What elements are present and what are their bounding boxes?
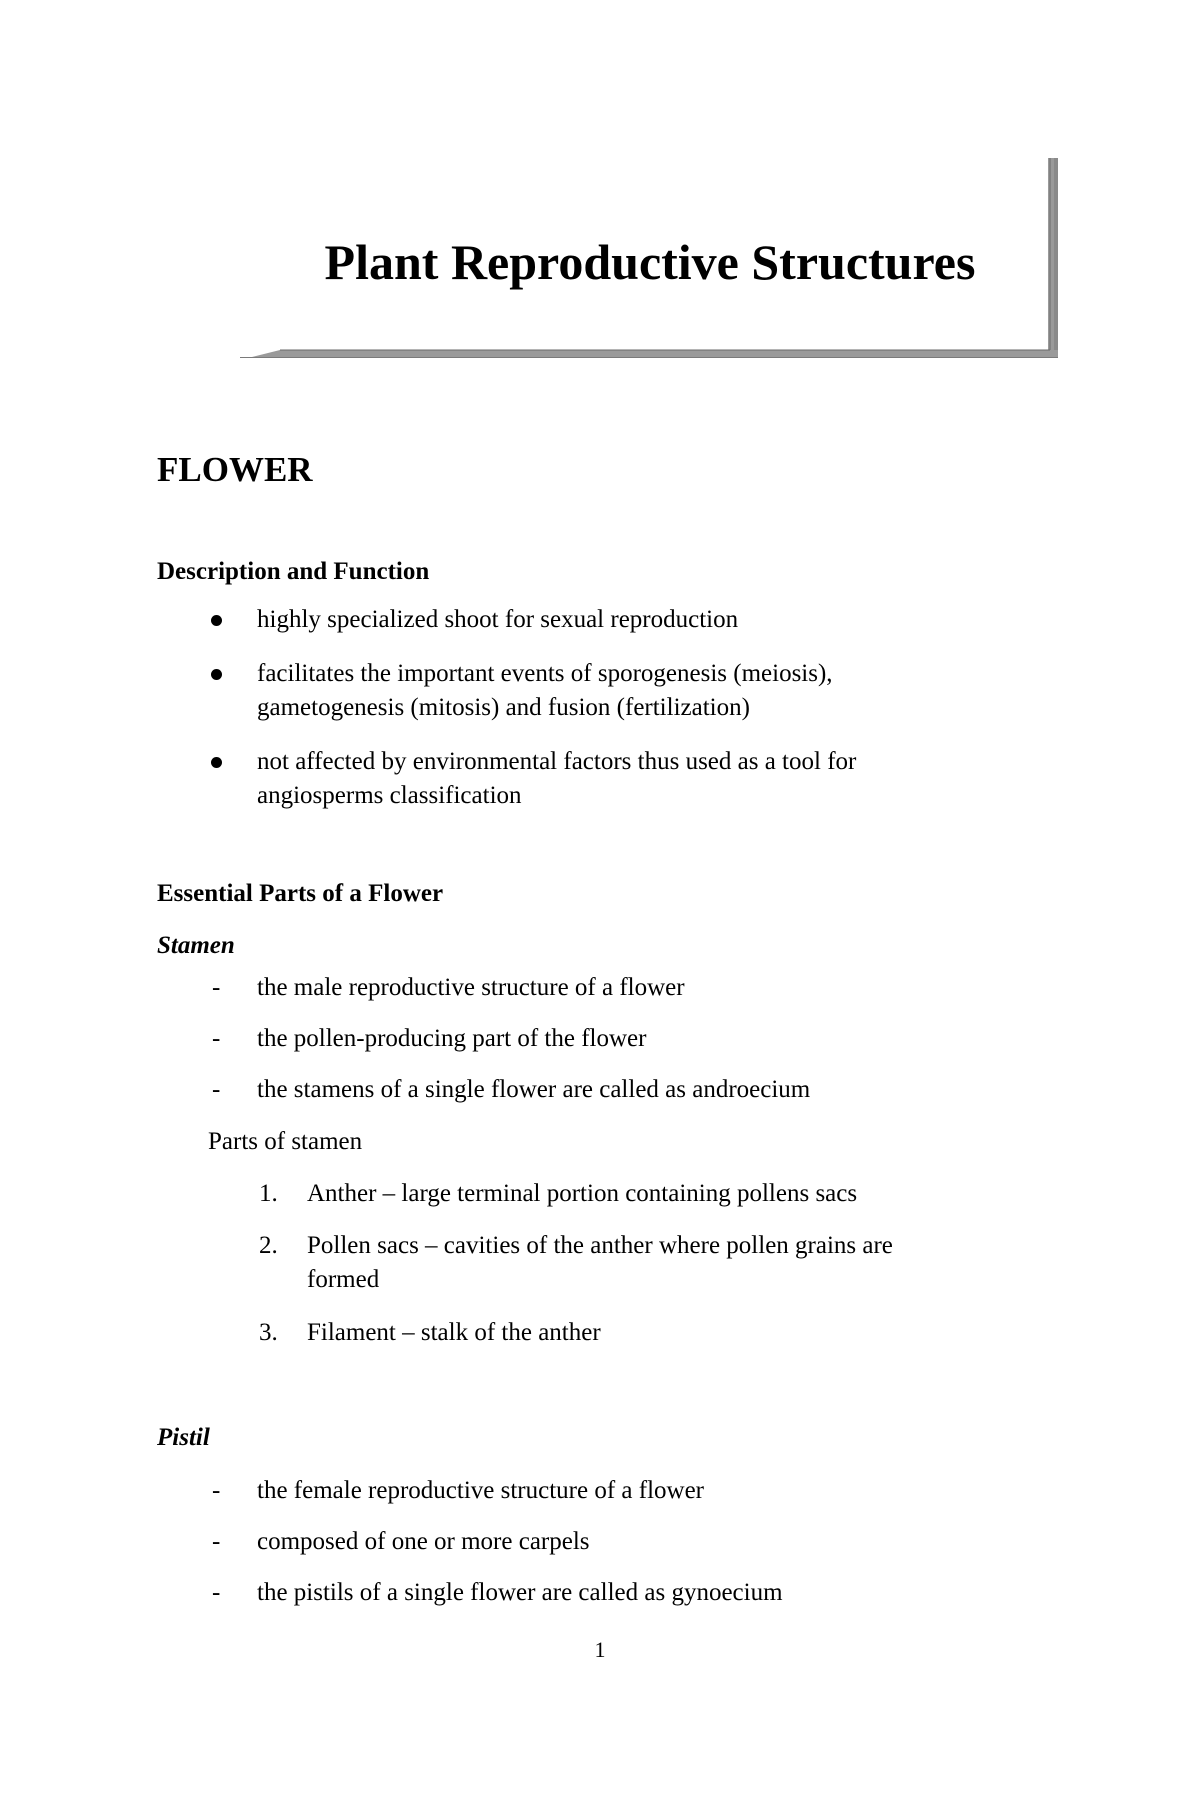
stamen-item: the stamens of a single flower are called as androecium xyxy=(257,1076,811,1103)
bullet-text: angiosperms classification xyxy=(257,782,522,809)
list-number: 2. xyxy=(259,1232,278,1259)
pistil-item: the female reproductive structure of a flower xyxy=(257,1477,705,1504)
dash-marker: - xyxy=(212,1477,221,1504)
list-number: 1. xyxy=(259,1180,278,1207)
dash-marker: - xyxy=(212,974,221,1001)
subheading-essential-parts: Essential Parts of a Flower xyxy=(157,880,444,907)
stamen-item: the male reproductive structure of a flower xyxy=(257,974,685,1001)
subheading-description: Description and Function xyxy=(157,558,430,585)
stamen-part: Pollen sacs – cavities of the anther where pollen grains are xyxy=(307,1232,893,1259)
list-number: 3. xyxy=(259,1319,278,1346)
bullet-text: facilitates the important events of sporogenesis (meiosis), xyxy=(257,660,833,687)
dash-marker: - xyxy=(212,1579,221,1606)
document-title: Plant Reproductive Structures xyxy=(324,234,976,290)
stamen-part: Anther – large terminal portion containing pollens sacs xyxy=(307,1180,858,1207)
stamen-part: Filament – stalk of the anther xyxy=(307,1319,601,1346)
pistil-item: the pistils of a single flower are called as gynoecium xyxy=(257,1579,783,1606)
dash-marker: - xyxy=(212,1076,221,1103)
bullet-text: not affected by environmental factors thus used as a tool for xyxy=(257,748,857,775)
bullet-icon xyxy=(211,669,222,680)
page-number: 1 xyxy=(594,1637,606,1662)
bullet-icon xyxy=(211,615,222,626)
parts-of-stamen-label: Parts of stamen xyxy=(208,1128,363,1155)
subheading-pistil: Pistil xyxy=(157,1424,210,1451)
dash-marker: - xyxy=(212,1025,221,1052)
stamen-part: formed xyxy=(307,1266,380,1293)
pistil-item: composed of one or more carpels xyxy=(257,1528,590,1555)
title-banner xyxy=(240,158,1060,358)
stamen-item: the pollen-producing part of the flower xyxy=(257,1025,647,1052)
section-heading-flower: FLOWER xyxy=(157,450,313,489)
subheading-stamen: Stamen xyxy=(157,932,235,959)
dash-marker: - xyxy=(212,1528,221,1555)
bullet-text: highly specialized shoot for sexual reproduction xyxy=(257,606,739,633)
bullet-icon xyxy=(211,757,222,768)
bullet-text: gametogenesis (mitosis) and fusion (fertilization) xyxy=(257,694,750,721)
